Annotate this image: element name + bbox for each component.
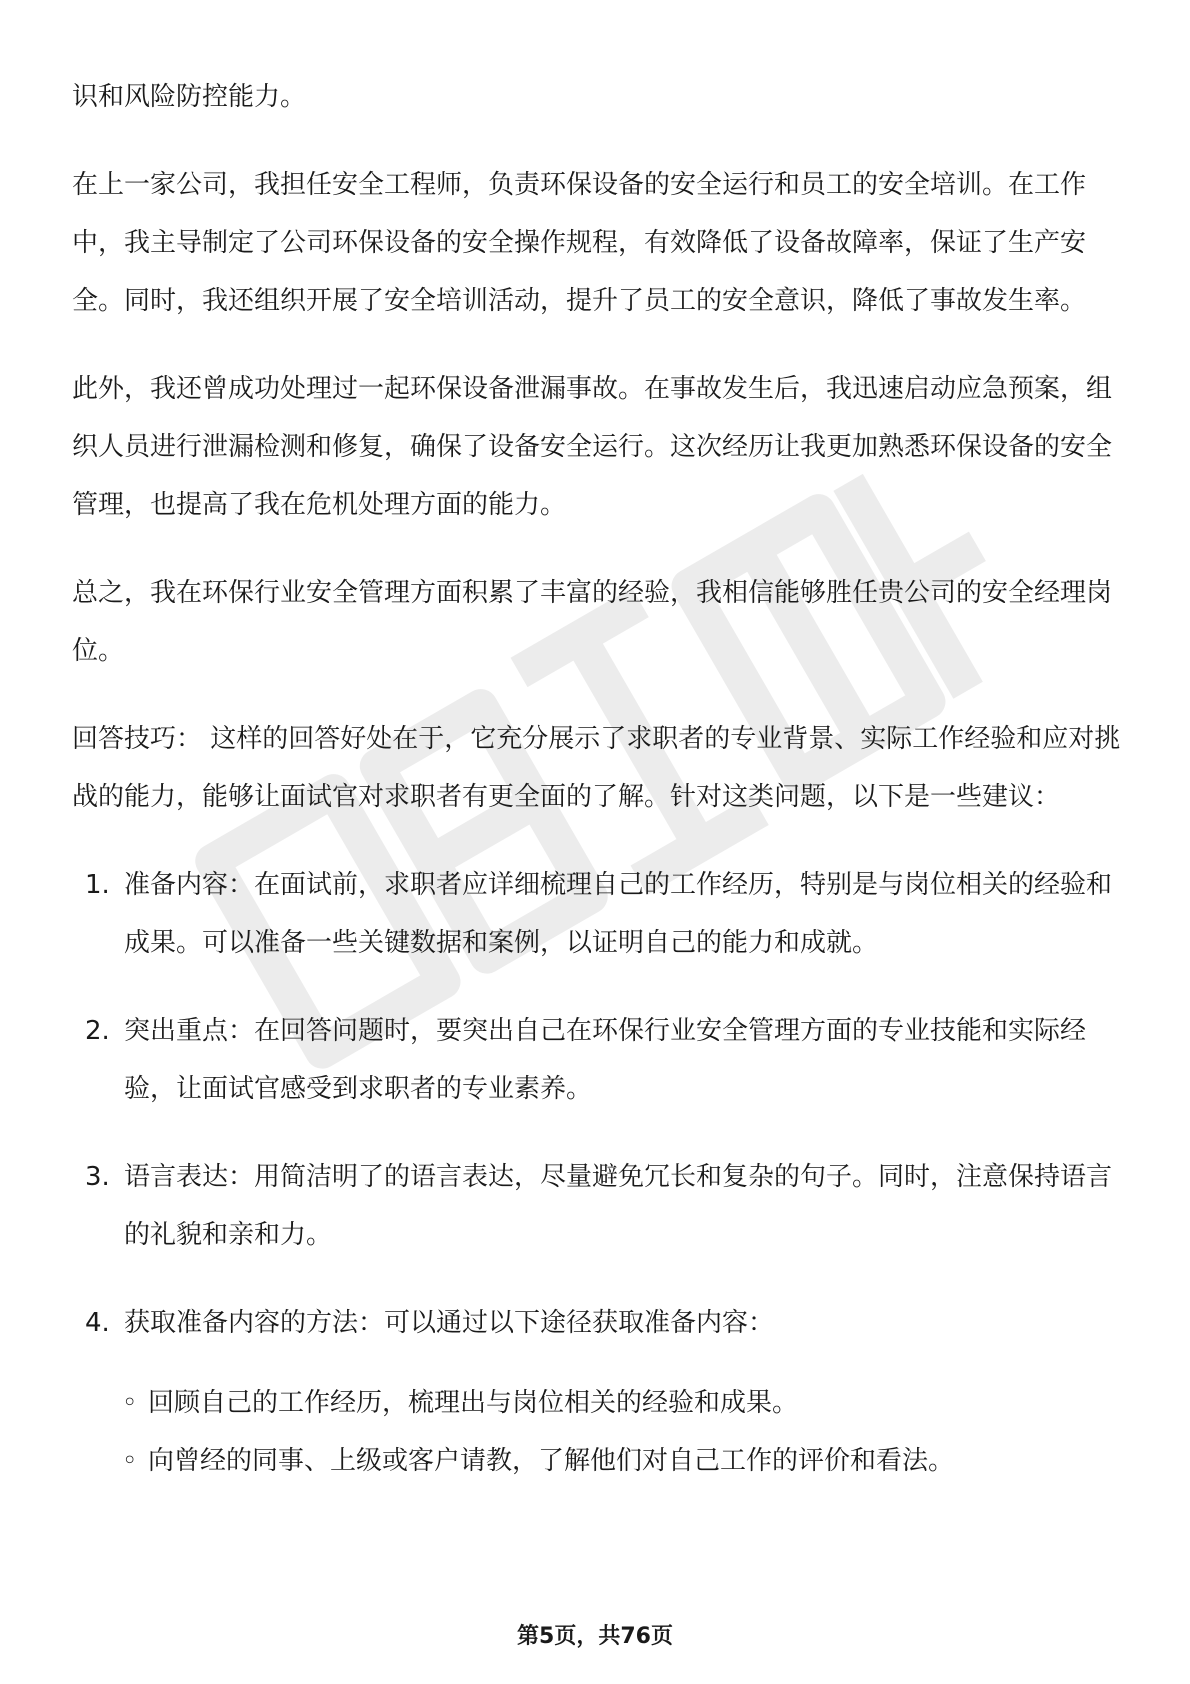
bullet-item	[122, 1432, 1122, 1490]
bullet-item	[122, 1374, 1122, 1432]
bullet-icon: ◦	[122, 1446, 138, 1476]
bullet-item-text: 回顾自己的工作经历，梳理出与岗位相关的经验和成果。	[148, 1388, 799, 1418]
paragraph: 此外，我还曾成功处理过一起环保设备泄漏事故。在事故发生后，我迅速启动应急预案，组织人员进行泄漏检测和修复，确保了设备安全运行。这次经历让我更加熟悉环保设备的安全管理，也提高了我在危机处理方面的能力。	[72, 374, 1113, 520]
paragraph: 回答技巧： 这样的回答好处在于，它充分展示了求职者的专业背景、实际工作经验和应对挑战的能力，能够让面试官对求职者有更全面的了解。针对这类问题，以下是一些建议：	[72, 724, 1121, 812]
bullet-item-text: 向曾经的同事、上级或客户请教，了解他们对自己工作的评价和看法。	[148, 1446, 955, 1476]
numbered-list	[72, 856, 1122, 1352]
list-item	[72, 856, 1122, 972]
page-number: 第5页，共76页	[517, 1624, 673, 1649]
list-item-text: 突出重点：在回答问题时，要突出自己在环保行业安全管理方面的专业技能和实际经验，让面试官感受到求职者的专业素养。	[124, 1016, 1087, 1104]
bullet-list	[72, 1374, 1122, 1490]
paragraph: 在上一家公司，我担任安全工程师，负责环保设备的安全运行和员工的安全培训。在工作中，我主导制定了公司环保设备的安全操作规程，有效降低了设备故障率，保证了生产安全。同时，我还组织开展了安全培训活动，提升了员工的安全意识，降低了事故发生率。	[72, 170, 1087, 316]
paragraph: 总之，我在环保行业安全管理方面积累了丰富的经验，我相信能够胜任贵公司的安全经理岗位。	[72, 578, 1113, 666]
document-body	[72, 68, 1122, 1490]
list-item-text: 获取准备内容的方法：可以通过以下途径获取准备内容：	[124, 1308, 775, 1338]
bullet-icon: ◦	[122, 1388, 138, 1418]
list-number: 4.	[85, 1308, 110, 1338]
list-number: 3.	[85, 1162, 110, 1192]
list-item	[72, 1002, 1122, 1118]
list-item	[72, 1148, 1122, 1264]
list-number: 1.	[85, 870, 110, 900]
list-item-text: 准备内容：在面试前，求职者应详细梳理自己的工作经历，特别是与岗位相关的经验和成果。可以准备一些关键数据和案例，以证明自己的能力和成就。	[124, 870, 1113, 958]
list-item	[72, 1294, 1122, 1352]
list-item-text: 语言表达：用简洁明了的语言表达，尽量避免冗长和复杂的句子。同时，注意保持语言的礼貌和亲和力。	[124, 1162, 1113, 1250]
list-number: 2.	[85, 1016, 110, 1046]
paragraph: 识和风险防控能力。	[72, 82, 307, 112]
